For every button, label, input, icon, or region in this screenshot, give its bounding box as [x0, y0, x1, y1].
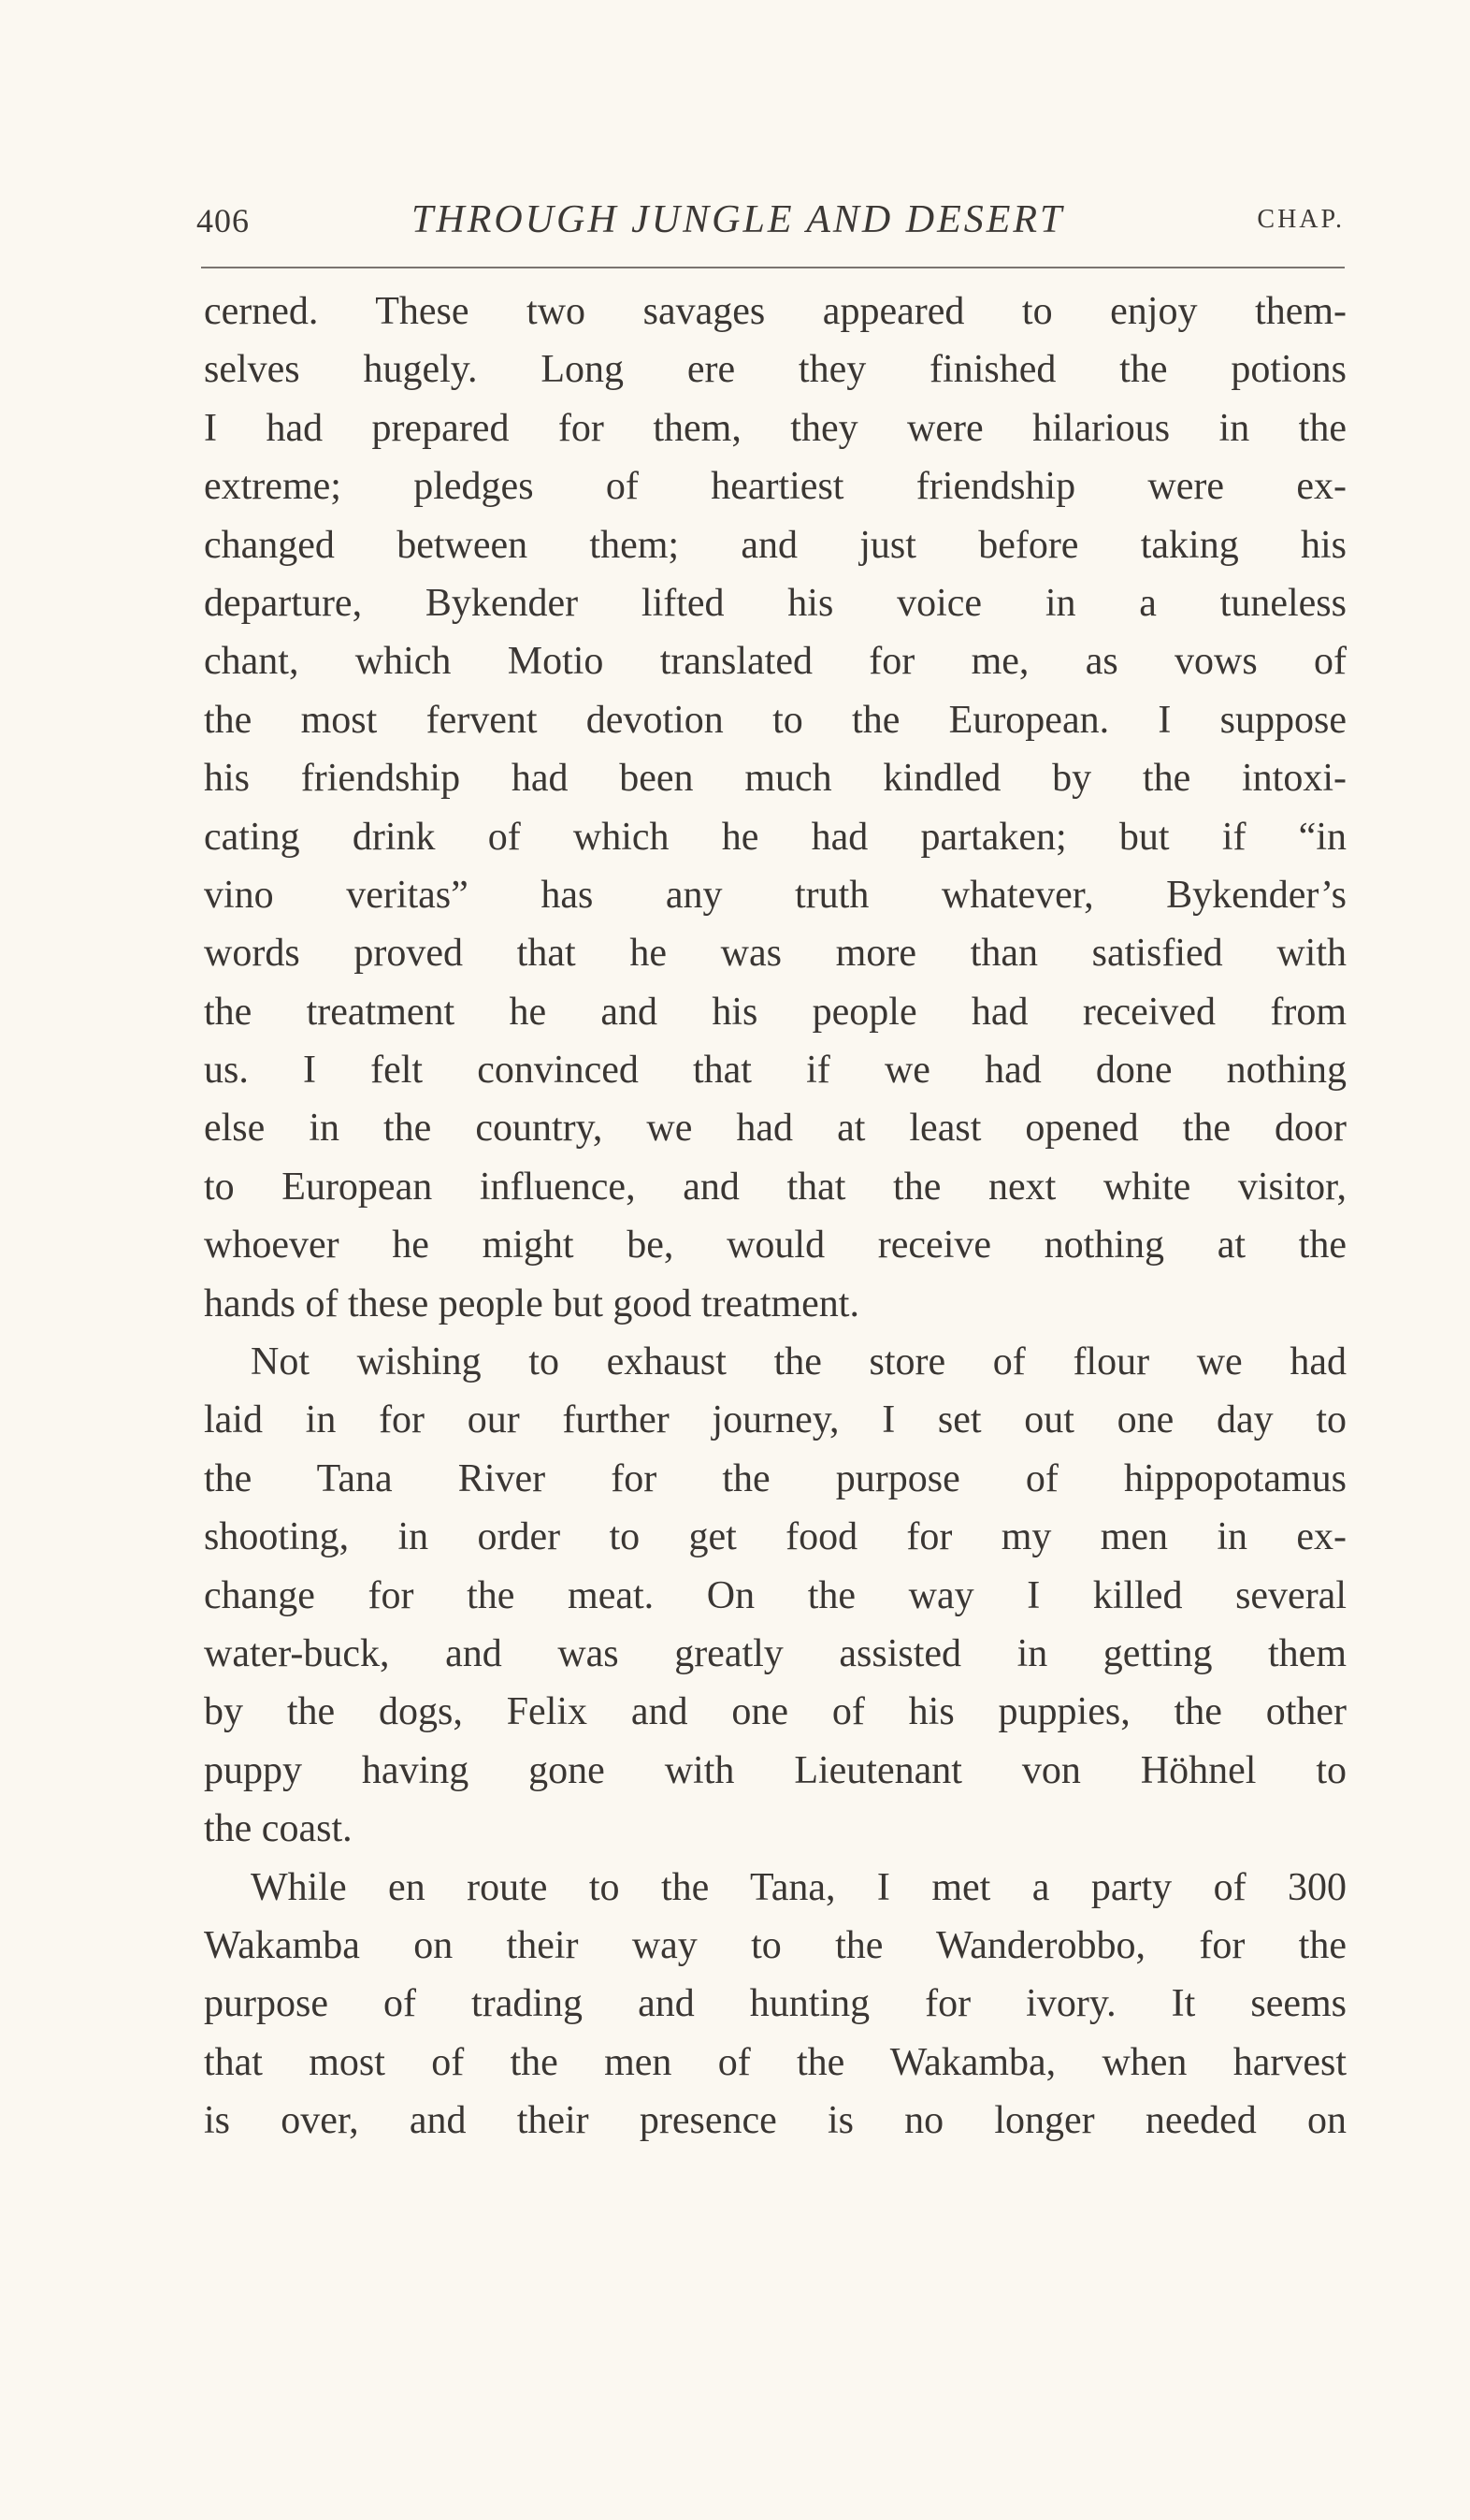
- text-line: Wakamba on their way to the Wanderobbo, for the: [204, 1923, 1347, 1967]
- text-line: by the dogs, Felix and one of his puppies, the other: [204, 1690, 1347, 1734]
- text-line: is over, and their presence is no longer needed on: [204, 2099, 1347, 2143]
- text-line: laid in for our further journey, I set out one day to: [204, 1398, 1347, 1442]
- text-line: us. I felt convinced that if we had done nothing: [204, 1049, 1347, 1093]
- text-line: hands of these people but good treatment.: [204, 1282, 859, 1325]
- text-line: words proved that he was more than satisfied with: [204, 932, 1347, 976]
- text-line: his friendship had been much kindled by the intoxi-: [204, 757, 1347, 801]
- text-line: Not wishing to exhaust the store of flour we had: [251, 1340, 1347, 1384]
- text-line: departure, Bykender lifted his voice in a tuneless: [204, 581, 1347, 625]
- text-line: else in the country, we had at least opened the door: [204, 1107, 1347, 1151]
- running-head: [196, 192, 1345, 248]
- text-line: the Tana River for the purpose of hippopotamus: [204, 1456, 1347, 1500]
- text-line: While en route to the Tana, I met a party of 300: [251, 1865, 1347, 1909]
- text-line: the treatment he and his people had received from: [204, 990, 1347, 1034]
- text-line: purpose of trading and hunting for ivory. It seems: [204, 1982, 1347, 2026]
- text-line: vino veritas” has any truth whatever, Bykender’s: [204, 873, 1347, 917]
- text-line: cating drink of which he had partaken; but if “in: [204, 815, 1347, 859]
- text-line: puppy having gone with Lieutenant von Höhnel to: [204, 1748, 1347, 1792]
- text-line: that most of the men of the Wakamba, when harvest: [204, 2040, 1347, 2084]
- text-line: cerned. These two savages appeared to enjoy them-: [204, 290, 1347, 333]
- text-line: to European influence, and that the next white visitor,: [204, 1165, 1347, 1209]
- text-line: water-buck, and was greatly assisted in getting them: [204, 1631, 1347, 1675]
- text-line: I had prepared for them, they were hilarious in the: [204, 406, 1347, 450]
- text-line: the coast.: [204, 1807, 353, 1851]
- text-line: changed between them; and just before taking his: [204, 523, 1347, 567]
- body-text: [204, 282, 1347, 2151]
- text-line: selves hugely. Long ere they finished the potions: [204, 348, 1347, 392]
- text-line: extreme; pledges of heartiest friendship were ex-: [204, 465, 1347, 509]
- running-title: THROUGH JUNGLE AND DESERT: [411, 198, 1065, 241]
- text-line: chant, which Motio translated for me, as vows of: [204, 640, 1347, 684]
- text-line: shooting, in order to get food for my men in ex-: [204, 1515, 1347, 1559]
- text-line: whoever he might be, would receive nothing at the: [204, 1224, 1347, 1267]
- text-line: the most fervent devotion to the European. I suppose: [204, 698, 1347, 742]
- text-line: change for the meat. On the way I killed several: [204, 1573, 1347, 1617]
- chapter-label: CHAP.: [1257, 205, 1345, 234]
- page-number: 406: [196, 202, 250, 239]
- header-rule: [201, 267, 1345, 268]
